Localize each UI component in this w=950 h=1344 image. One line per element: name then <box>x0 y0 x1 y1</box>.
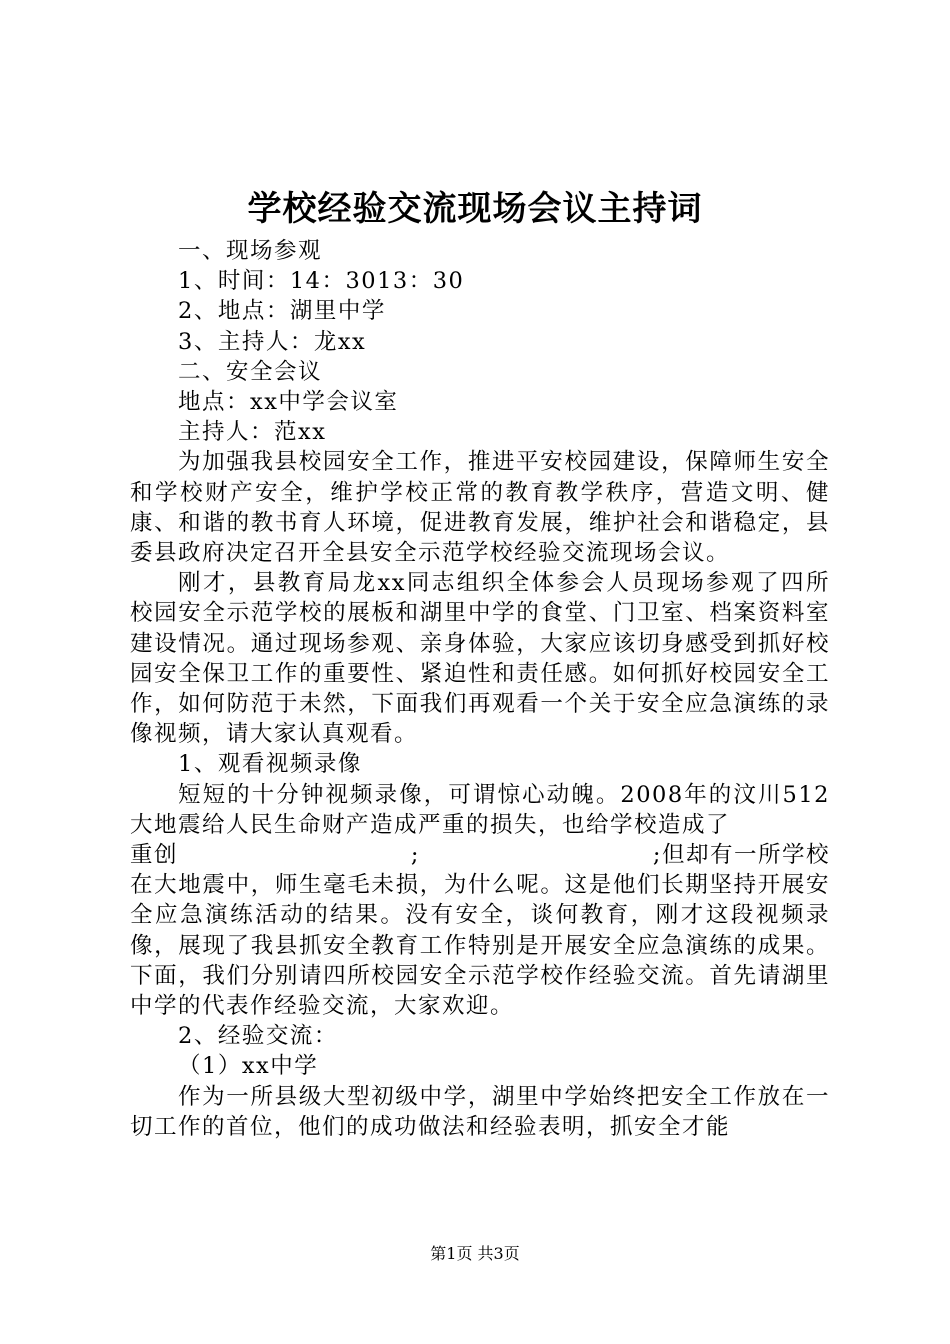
paragraph-site-visit-summary: 刚才，县教育局龙xx同志组织全体参会人员现场参观了四所校园安全示范学校的展板和湖里中学的食堂、门卫室、档案资料室建设情况。通过现场参观、亲身体验，大家应该切身感受到抓好校园安全保卫工作的重要性、紧迫性和责任感。如何抓好校园安全工作，如何防范于未然，下面我们再观看一个关于安全应急演练的录像视频，请大家认真观看。 <box>130 570 830 748</box>
split-text-a: 重创 <box>130 842 179 869</box>
paragraph-school-intro: 作为一所县级大型初级中学，湖里中学始终把安全工作放在一切工作的首位，他们的成功做法和经验表明，抓安全才能 <box>130 1083 830 1140</box>
paragraph-video-rest: 在大地震中，师生毫毛未损，为什么呢。这是他们长期坚持开展安全应急演练活动的结果。没有安全，谈何教育，刚才这段视频录像，展现了我县抓安全教育工作特别是开展安全应急演练的成果。下面，我们分别请四所校园安全示范学校作经验交流。首先请湖里中学的代表作经验交流，大家欢迎。 <box>130 872 830 1020</box>
page-number-footer: 第1页 共3页 <box>430 1244 520 1263</box>
visit-location: 2、地点：湖里中学 <box>178 298 386 325</box>
paragraph-intro: 为加强我县校园安全工作，推进平安校园建设，保障师生安全和学校财产安全，维护学校正常的教育教学秩序，营造文明、健康、和谐的教书育人环境，促进教育发展，维护社会和谐稳定，县委县政府决定召开全县安全示范学校经验交流现场会议。 <box>130 449 830 567</box>
document-title: 学校经验交流现场会议主持词 <box>247 189 703 229</box>
visit-time: 1、时间：14：3013：30 <box>178 268 465 295</box>
split-text-c: ;但却有一所学校 <box>652 842 830 869</box>
split-text-b: ; <box>410 842 420 869</box>
subheading-watch-video: 1、观看视频录像 <box>178 751 362 778</box>
subheading-experience-exchange: 2、经验交流： <box>178 1023 338 1050</box>
section-heading-site-visit: 一、现场参观 <box>178 238 323 264</box>
document-body <box>130 236 830 1142</box>
exchange-item-school: （1）xx中学 <box>178 1053 319 1080</box>
visit-host: 3、主持人：龙xx <box>178 328 367 355</box>
paragraph-video-line1: 短短的十分钟视频录像，可谓惊心动魄。2008年的汶川512大地震给人民生命财产造成严重的损失，也给学校造成了 <box>130 781 830 838</box>
section-heading-safety-meeting: 二、安全会议 <box>178 358 323 385</box>
paragraph-video-split-line <box>130 840 830 870</box>
meeting-host: 主持人：范xx <box>178 419 327 446</box>
meeting-location: 地点：xx中学会议室 <box>178 389 399 416</box>
